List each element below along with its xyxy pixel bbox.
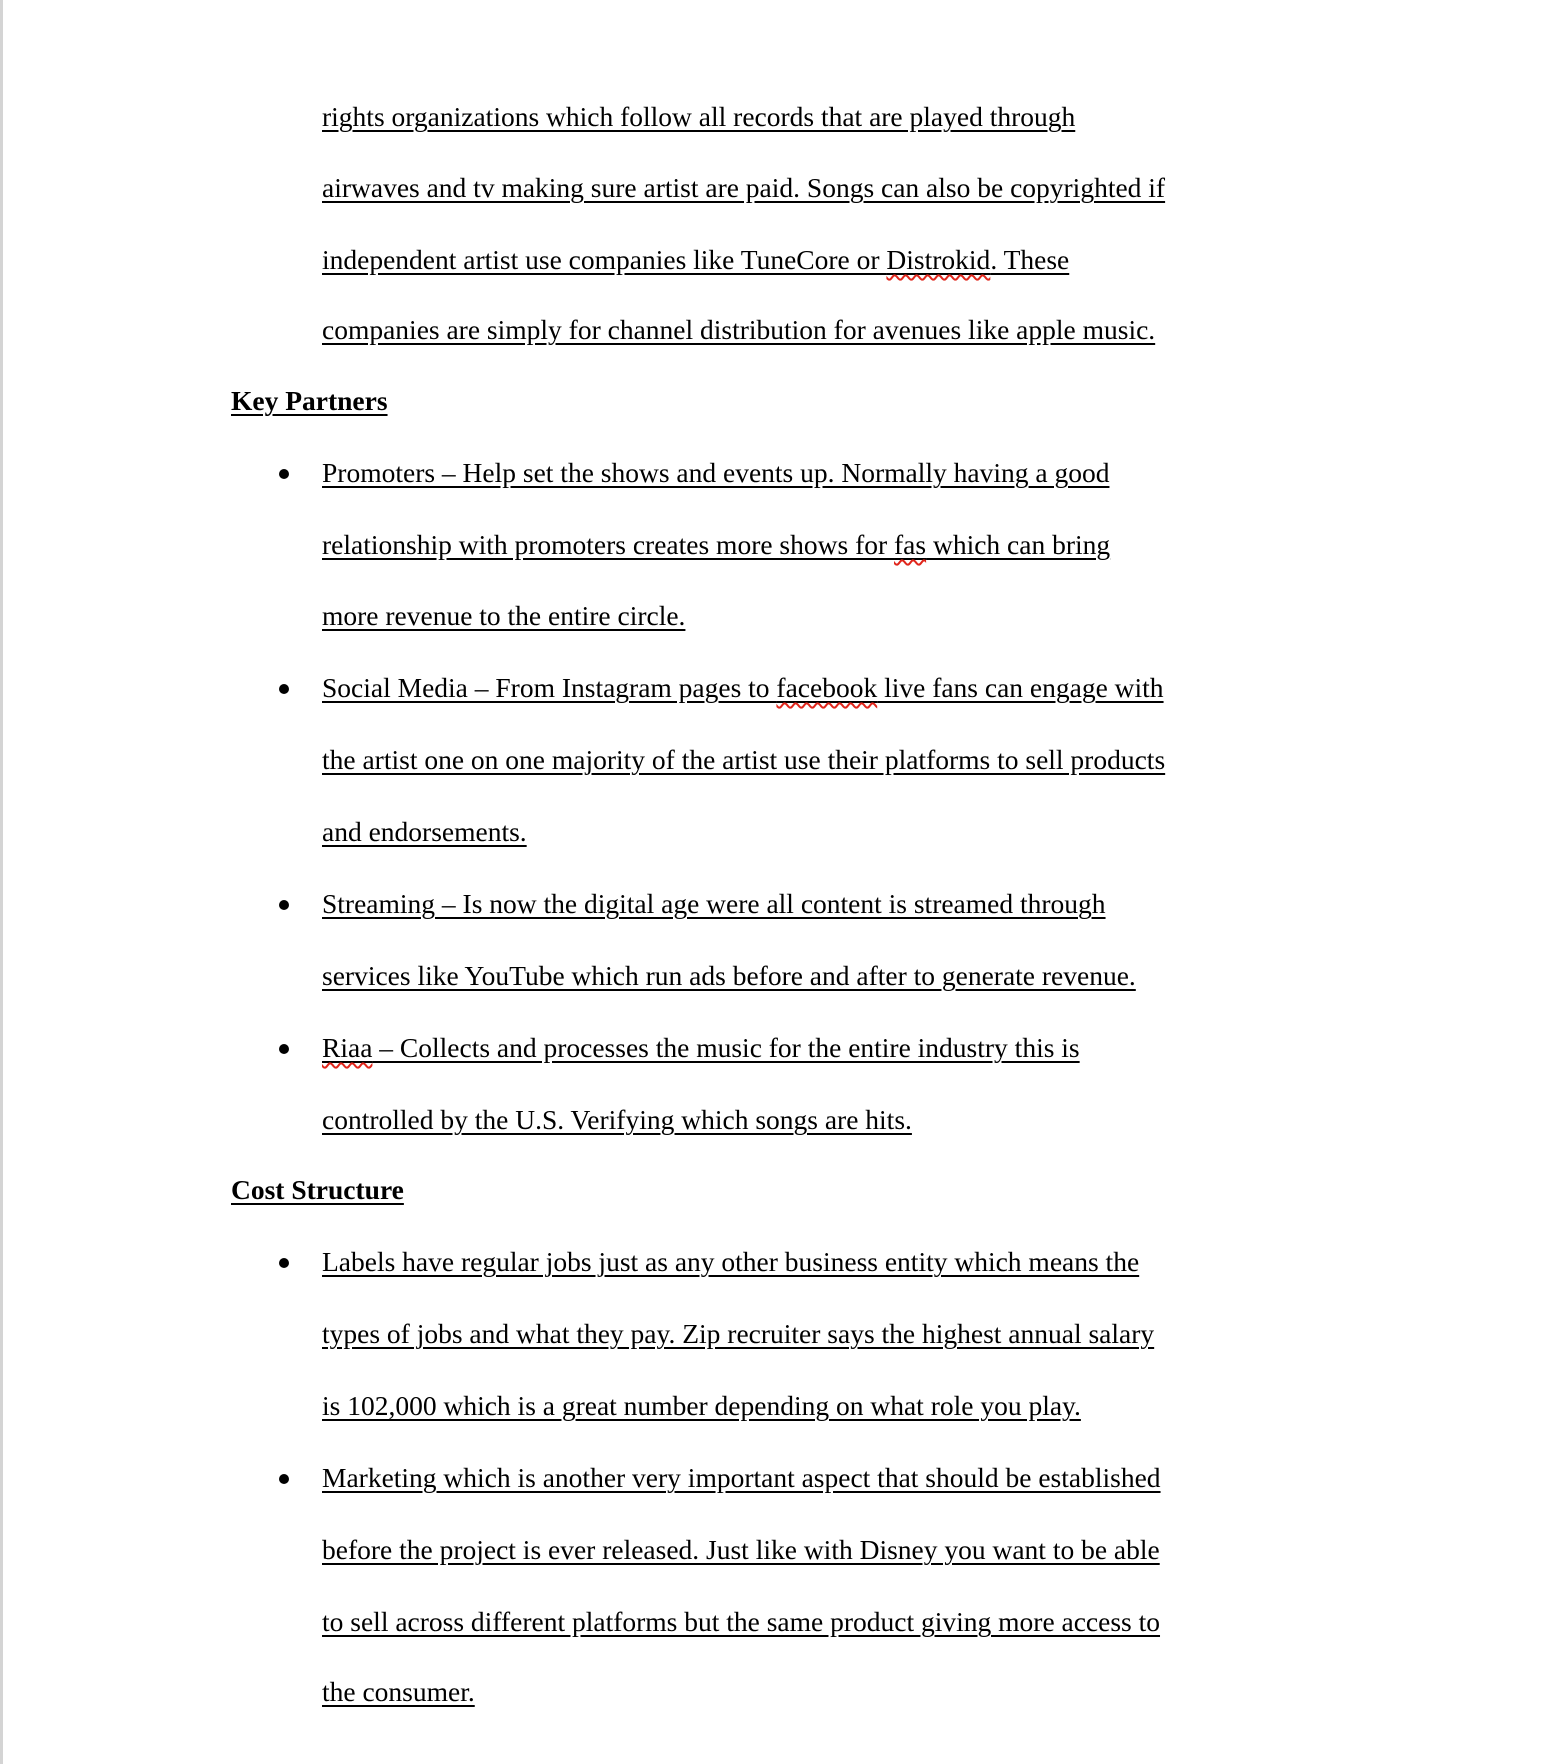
- list-item-social-line-3: and endorsements.: [322, 816, 527, 847]
- list-item-text: which can bring: [926, 529, 1111, 560]
- list-item-labels-line-3: is 102,000 which is a great number depending on what role you play.: [322, 1390, 1081, 1421]
- misspelled-word[interactable]: Distrokid: [886, 244, 991, 275]
- list-item-social-line-2: the artist one on one majority of the artist use their platforms to sell products: [322, 744, 1166, 775]
- list-item-marketing-line-1: Marketing which is another very important aspect that should be established: [322, 1462, 1161, 1493]
- list-item-text: Social Media – From Instagram pages to: [322, 672, 777, 703]
- misspelled-word[interactable]: facebook: [776, 672, 878, 703]
- list-item-marketing-line-4: the consumer.: [322, 1676, 475, 1707]
- bullet-icon: [279, 1044, 289, 1054]
- list-item-text: live fans can engage with: [877, 672, 1164, 703]
- intro-line-1: rights organizations which follow all records that are played through: [322, 101, 1076, 132]
- list-item-text: – Collects and processes the music for the entire industry this is: [372, 1032, 1080, 1063]
- list-item-labels-line-1: Labels have regular jobs just as any other business entity which means the: [322, 1246, 1140, 1277]
- list-item-promoters-line-3: more revenue to the entire circle.: [322, 600, 686, 631]
- list-item-promoters-line-1: Promoters – Help set the shows and events up. Normally having a good: [322, 457, 1110, 488]
- bullet-icon: [279, 469, 289, 479]
- bullet-icon: [279, 900, 289, 910]
- cost-structure-heading: Cost Structure: [231, 1174, 404, 1205]
- misspelled-word[interactable]: Riaa: [322, 1032, 373, 1063]
- list-item-social-line-1: [322, 670, 1164, 706]
- bullet-icon: [279, 1474, 289, 1484]
- misspelled-word[interactable]: fas: [894, 529, 927, 560]
- list-item-marketing-line-3: to sell across different platforms but the same product giving more access to: [322, 1606, 1161, 1637]
- list-item-riaa-line-2: controlled by the U.S. Verifying which songs are hits.: [322, 1104, 912, 1135]
- list-item-streaming-line-2: services like YouTube which run ads before and after to generate revenue.: [322, 960, 1136, 991]
- list-item-text: relationship with promoters creates more shows for: [322, 529, 895, 560]
- bullet-icon: [279, 684, 289, 694]
- intro-line-3-text: independent artist use companies like TuneCore or: [322, 244, 887, 275]
- bullet-icon: [279, 1258, 289, 1268]
- page-edge: [0, 0, 3, 1764]
- intro-line-2: airwaves and tv making sure artist are paid. Songs can also be copyrighted if: [322, 172, 1166, 203]
- list-item-labels-line-2: types of jobs and what they pay. Zip recruiter says the highest annual salary: [322, 1318, 1155, 1349]
- list-item-streaming-line-1: Streaming – Is now the digital age were all content is streamed through: [322, 888, 1106, 919]
- list-item-riaa-line-1: [322, 1030, 1080, 1066]
- intro-line-3-tail: . These: [990, 244, 1070, 275]
- intro-line-4: companies are simply for channel distribution for avenues like apple music.: [322, 314, 1156, 345]
- intro-line-3: [322, 242, 1069, 278]
- list-item-promoters-line-2: [322, 527, 1110, 563]
- list-item-marketing-line-2: before the project is ever released. Just like with Disney you want to be able: [322, 1534, 1160, 1565]
- key-partners-heading: Key Partners: [231, 385, 388, 416]
